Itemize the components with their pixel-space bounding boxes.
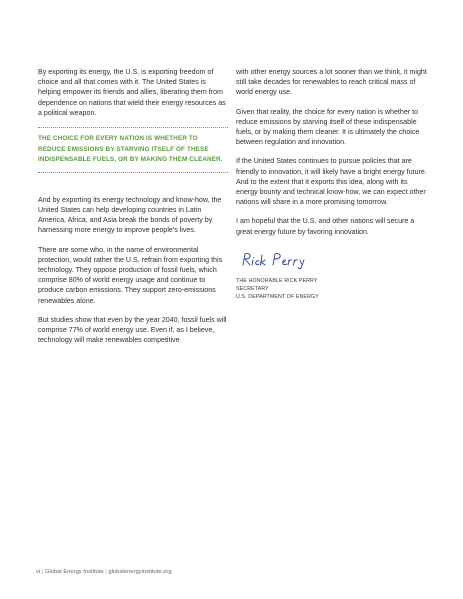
paragraph: Given that reality, the choice for every nation is whether to reduce emissions by starving itself of these indispensable fuels, or by making them cleaner. It is ultimately the choice between regulation and innovation.	[236, 107, 420, 147]
pull-quote-line: INDISPENSABLE FUELS, OR BY MAKING THEM CLEANER.	[38, 156, 223, 164]
paragraph: By exporting its energy, the U.S. is exporting freedom of choice and all that comes with it. The United States is helping empower its friends and allies, liberating them from dependence on nations that wield their energy resources as a political weapon.	[38, 68, 226, 117]
signatory-name: THE HONORABLE RICK PERRY	[236, 277, 318, 284]
signatory-department: U.S. DEPARTMENT OF ENERGY	[236, 294, 319, 301]
paragraph: And by exporting its energy technology and know-how, the United States can help developing countries in Latin America, Africa, and Asia break the bonds of poverty by harnessing more energy to improve people's lives.	[38, 195, 222, 235]
pull-quote-line: THE CHOICE FOR EVERY NATION IS WHETHER TO	[38, 135, 198, 143]
paragraph: There are some who, in the name of environmental protection, would rather the U.S. refrain from exporting this technology. They oppose production of fossil fuels, which comprise 80% of world energy usage and continue to produce carbon emissions. They support zero-emissions renewables alone.	[38, 245, 223, 305]
handwritten-signature	[240, 251, 429, 269]
signatory-title: SECRETARY	[236, 286, 269, 293]
signatory-block	[236, 277, 429, 302]
left-column	[38, 67, 228, 354]
footer-url: globalenergyinstitute.org	[108, 569, 172, 575]
footer-separator: |	[105, 569, 107, 575]
paragraph: with other energy sources a lot sooner than we think, it might still take decades for renewables to reach critical mass of world energy use.	[236, 68, 427, 97]
pull-quote	[38, 127, 228, 173]
pull-quote-line: REDUCE EMISSIONS BY STARVING ITSELF OF THESE	[38, 145, 209, 153]
paragraph: But studies show that even by the year 2040, fossil fuels will comprise 77% of world energy use. Even if, as I believe, technology will make renewables competitive	[38, 315, 227, 345]
paragraph: If the United States continues to pursue policies that are friendly to innovation, it will likely have a bright energy future. And to the extent that it exports this idea, along with its energy bounty and technical know-how, we can expect other nations will share in a more promising tomorrow.	[236, 157, 427, 207]
page-footer	[36, 569, 172, 575]
signature-image	[240, 251, 320, 269]
right-column	[236, 67, 429, 301]
footer-org: Global Energy Institute	[44, 569, 104, 575]
footer-separator: |	[41, 569, 44, 575]
paragraph: I am hopeful that the U.S. and other nations will secure a great energy future by favoring innovation.	[236, 217, 415, 236]
page-number: vi	[36, 569, 41, 575]
